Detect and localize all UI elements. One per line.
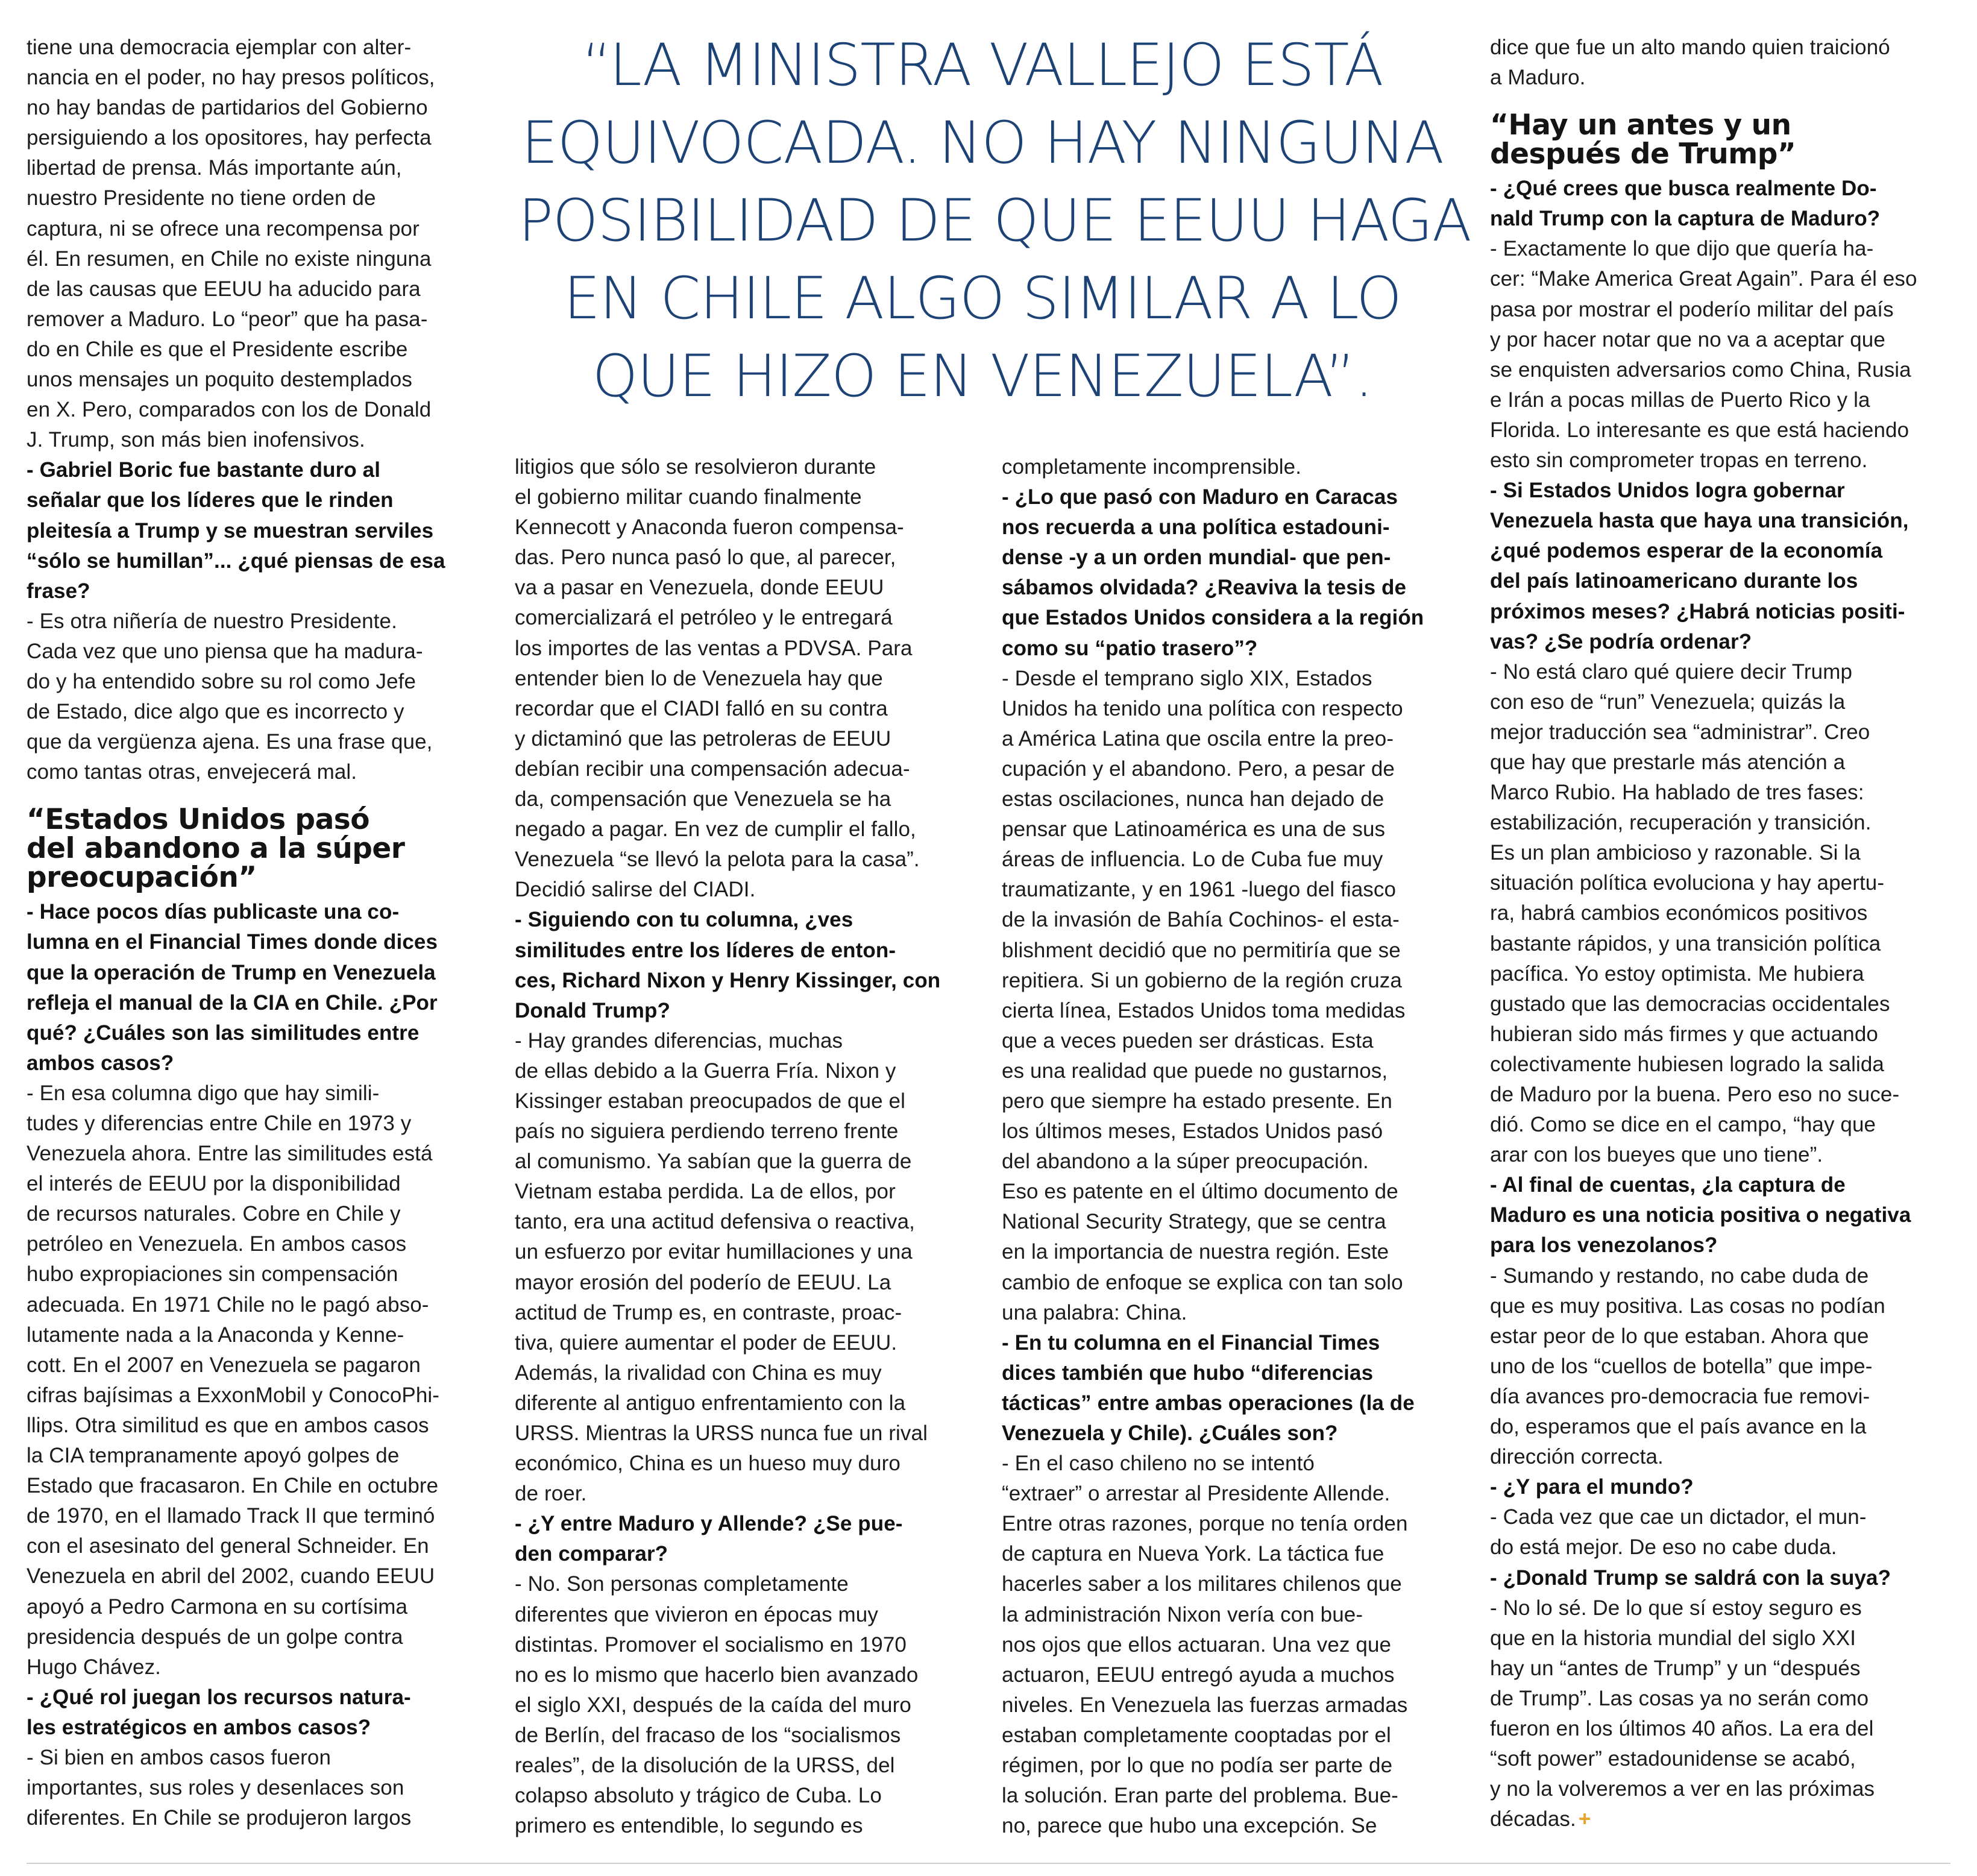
text-line: ra, habrá cambios económicos positivos	[1490, 901, 1868, 925]
text-line: importantes, sus roles y desenlaces son	[27, 1776, 404, 1800]
text-line: llips. Otra similitud es que en ambos casos	[27, 1413, 429, 1437]
text-line: el siglo XXI, después de la caída del muro	[515, 1693, 911, 1717]
text-line: lutamente nada a la Anaconda y Kenne-	[27, 1323, 404, 1347]
question-line: den comparar?	[515, 1542, 668, 1566]
question-paragraph	[1002, 1328, 1466, 1449]
text-line: persiguiendo a los opositores, hay perfecta	[27, 126, 432, 150]
text-line: - Desde el temprano siglo XIX, Estados	[1002, 666, 1372, 690]
text-line: do está mejor. De eso no cabe duda.	[1490, 1535, 1837, 1560]
question-line: dices también que hubo “diferencias	[1002, 1361, 1374, 1385]
question-line: Venezuela hasta que haya una transición,	[1490, 509, 1909, 533]
text-line: régimen, por lo que no podía ser parte de	[1002, 1754, 1393, 1778]
text-line: adecuada. En 1971 Chile no le pagó abso-	[27, 1292, 429, 1317]
text-line: - Hay grandes diferencias, muchas	[515, 1028, 843, 1053]
text-line: da, compensación que Venezuela se ha	[515, 787, 891, 811]
text-line: Entre otras razones, porque no tenía orden	[1002, 1512, 1408, 1536]
text-line: un esfuerzo por evitar humillaciones y una	[515, 1240, 913, 1264]
question-paragraph	[1490, 1472, 1954, 1502]
pull-quote-line: “LA MINISTRA VALLEJO ESTÁ	[582, 31, 1383, 99]
heading-line: después de Trump”	[1490, 137, 1796, 171]
text-line: en la importancia de nuestra región. Este	[1002, 1240, 1389, 1264]
text-line: completamente incomprensible.	[1002, 455, 1302, 479]
text-line: como tantas otras, envejecerá mal.	[27, 760, 357, 784]
text-line: es una realidad que puede no gustarnos,	[1002, 1059, 1388, 1083]
text-line: - En el caso chileno no se intentó	[1002, 1452, 1315, 1476]
question-line: dense -y a un orden mundial- que pen-	[1002, 546, 1391, 570]
question-paragraph	[27, 897, 485, 1078]
text-line: Vietnam estaba perdida. La de ellos, por	[515, 1180, 896, 1204]
text-line: “extraer” o arrestar al Presidente Allende.	[1002, 1482, 1391, 1506]
text-line: - Cada vez que cae un dictador, el mun-	[1490, 1505, 1867, 1529]
question-line: próximos meses? ¿Habrá noticias positi-	[1490, 599, 1905, 623]
text-line: tanto, era una actitud defensiva o reactiva,	[515, 1210, 915, 1234]
section-heading	[27, 803, 485, 895]
text-line: petróleo en Venezuela. En ambos casos	[27, 1232, 407, 1256]
text-line: y no la volveremos a ver en las próximas	[1490, 1777, 1875, 1801]
text-line: tudes y diferencias entre Chile en 1973 y	[27, 1112, 412, 1135]
pull-quote-line: EQUIVOCADA. NO HAY NINGUNA	[521, 109, 1444, 177]
answer-paragraph	[1490, 1502, 1954, 1563]
text-line: - No está claro qué quiere decir Trump	[1490, 659, 1853, 684]
answer-paragraph	[1490, 657, 1954, 1171]
end-of-article-mark: +	[1578, 1807, 1591, 1831]
text-line: estas oscilaciones, nunca han dejado de	[1002, 787, 1385, 811]
text-line: fueron en los últimos 40 años. La era del	[1490, 1716, 1874, 1740]
text-line: Es un plan ambicioso y razonable. Si la	[1490, 841, 1861, 865]
text-line: hubieran sido más firmes y que actuando	[1490, 1022, 1878, 1046]
text-line: Unidos ha tenido una política con respecto	[1002, 696, 1403, 720]
question-paragraph	[1002, 482, 1466, 664]
text-line: de Maduro por la buena. Pero eso no suce-	[1490, 1083, 1900, 1106]
text-line: nancia en el poder, no hay presos políticos,	[27, 66, 435, 90]
question-line: similitudes entre los líderes de enton-	[515, 938, 896, 962]
text-line: Hugo Chávez.	[27, 1655, 161, 1679]
text-line: pasa por mostrar el poderío militar del país	[1490, 297, 1894, 321]
heading-line: “Estados Unidos pasó	[27, 803, 370, 837]
question-line: para los venezolanos?	[1490, 1233, 1718, 1257]
question-line: Maduro es una noticia positiva o negativa	[1490, 1203, 1911, 1227]
text-line: diferentes. En Chile se produjeron largos	[27, 1806, 412, 1830]
text-line: nuestro Presidente no tiene orden de	[27, 186, 376, 210]
text-line: de Estado, dice algo que es incorrecto y	[27, 700, 404, 724]
text-line: Decidió salirse del CIADI.	[515, 878, 756, 902]
text-line: día avances pro-democracia fue removi-	[1490, 1384, 1870, 1408]
text-line: diferente al antiguo enfrentamiento con la	[515, 1391, 906, 1415]
text-line: décadas. +	[1490, 1807, 1591, 1831]
question-line: Donald Trump?	[515, 998, 670, 1022]
text-line: de 1970, en el llamado Track II que terminó	[27, 1504, 435, 1528]
answer-paragraph	[27, 33, 485, 455]
text-line: la CIA tempranamente apoyó golpes de	[27, 1444, 400, 1468]
text-line: tiva, quiere aumentar el poder de EEUU.	[515, 1330, 897, 1355]
text-line: captura, ni se ofrece una recompensa por	[27, 216, 420, 241]
text-line: Kissinger estaban preocupados de que el	[515, 1089, 905, 1113]
text-line: no hay bandas de partidarios del Gobierno	[27, 96, 428, 120]
question-line: que Estados Unidos considera a la región	[1002, 606, 1424, 630]
question-line: Venezuela y Chile). ¿Cuáles son?	[1002, 1421, 1338, 1445]
text-line: colectivamente hubiesen logrado la salida	[1490, 1052, 1884, 1076]
text-line: Kennecott y Anaconda fueron compensa-	[515, 515, 904, 540]
question-line: señalar que los líderes que le rinden	[27, 488, 394, 512]
question-line: - Si Estados Unidos logra gobernar	[1490, 479, 1845, 503]
text-line: la solución. Eran parte del problema. Bue-	[1002, 1784, 1398, 1808]
question-line: nald Trump con la captura de Maduro?	[1490, 207, 1881, 231]
question-line: qué? ¿Cuáles son las similitudes entre	[27, 1021, 420, 1045]
text-line: de Berlín, del fracaso de los “socialismos	[515, 1723, 901, 1747]
question-line: “sólo se humillan”... ¿qué piensas de esa	[27, 549, 445, 573]
text-line: cierta línea, Estados Unidos toma medidas	[1002, 998, 1406, 1022]
answer-paragraph	[27, 1078, 485, 1682]
text-line: pacífica. Yo estoy optimista. Me hubiera	[1490, 962, 1864, 986]
text-line: - Es otra niñería de nuestro Presidente.	[27, 609, 397, 633]
text-line: Venezuela ahora. Entre las similitudes está	[27, 1142, 433, 1166]
bottom-rule	[27, 1863, 1950, 1864]
question-paragraph	[515, 905, 980, 1025]
text-line: hubo expropiaciones sin compensación	[27, 1262, 398, 1286]
text-line: a Maduro.	[1490, 66, 1586, 90]
text-line: - Si bien en ambos casos fueron	[27, 1745, 332, 1769]
text-line: Marco Rubio. Ha hablado de tres fases:	[1490, 781, 1864, 805]
answer-paragraph	[1490, 33, 1954, 93]
text-line: de ellas debido a la Guerra Fría. Nixon y	[515, 1059, 896, 1083]
column-2	[515, 452, 980, 1841]
text-line: apoyó a Pedro Carmona en su cortísima	[27, 1594, 408, 1619]
text-line: estar peor de lo que estaban. Ahora que	[1490, 1324, 1869, 1348]
text-line: actuaron, EEUU entregó ayuda a muchos	[1002, 1663, 1395, 1687]
text-line: estaban completamente cooptadas por el	[1002, 1723, 1391, 1747]
text-line: dió. Como se dice en el campo, “hay que	[1490, 1113, 1876, 1137]
text-line: traumatizante, y en 1961 -luego del fiasco	[1002, 878, 1397, 902]
text-line: Estado que fracasaron. En Chile en octubre	[27, 1474, 439, 1498]
text-line: blishment decidió que no permitiría que se	[1002, 938, 1401, 962]
text-line: cott. En el 2007 en Venezuela se pagaron	[27, 1353, 421, 1377]
text-line: do en Chile es que el Presidente escribe	[27, 337, 408, 361]
text-line: pero que siempre ha estado presente. En	[1002, 1089, 1392, 1113]
question-line: lumna en el Financial Times donde dices	[27, 930, 438, 954]
text-line: reales”, de la disolución de la URSS, del	[515, 1754, 895, 1778]
text-line: cer: “Make America Great Again”. Para él eso	[1490, 267, 1917, 291]
text-line: y por hacer notar que no va a aceptar que	[1490, 327, 1885, 351]
question-line: les estratégicos en ambos casos?	[27, 1715, 371, 1739]
text-line: dice que fue un alto mando quien traicionó	[1490, 36, 1890, 59]
question-line: vas? ¿Se podría ordenar?	[1490, 629, 1752, 653]
pull-quote-line: EN CHILE ALGO SIMILAR A LO	[564, 265, 1401, 332]
question-paragraph	[515, 1509, 980, 1569]
text-line: de Trump”. Las cosas ya no serán como	[1490, 1686, 1869, 1710]
text-line: recordar que el CIADI falló en su contra	[515, 696, 888, 720]
text-line: Florida. Lo interesante es que está haciendo	[1490, 418, 1909, 442]
text-line: arar con los bueyes que uno tiene”.	[1490, 1143, 1823, 1167]
text-line: que en la historia mundial del siglo XXI	[1490, 1626, 1856, 1650]
text-line: una palabra: China.	[1002, 1300, 1187, 1324]
text-line: cambio de enfoque se explica con tan solo	[1002, 1270, 1403, 1294]
text-line: nos ojos que ellos actuaran. Una vez que	[1002, 1632, 1392, 1657]
text-line: Además, la rivalidad con China es muy	[515, 1361, 882, 1385]
question-line: pleitesía a Trump y se muestran serviles	[27, 518, 434, 543]
question-line: - ¿Qué rol juegan los recursos natura-	[27, 1685, 411, 1709]
text-line: do y ha entendido sobre su rol como Jefe	[27, 669, 416, 693]
text-line: pensar que Latinoamérica es una de sus	[1002, 817, 1386, 842]
text-line: repitiera. Si un gobierno de la región cruza	[1002, 968, 1402, 992]
question-line: ¿qué podemos esperar de la economía	[1490, 539, 1883, 563]
answer-paragraph	[1002, 452, 1466, 482]
text-line: de las causas que EEUU ha aducido para	[27, 277, 421, 301]
text-line: los importes de las ventas a PDVSA. Para	[515, 636, 913, 660]
text-line: - Exactamente lo que dijo que quería ha-	[1490, 237, 1874, 261]
text-line: Venezuela en abril del 2002, cuando EEUU	[27, 1564, 435, 1588]
text-line: e Irán a pocas millas de Puerto Rico y la	[1490, 388, 1870, 412]
text-line: gustado que las democracias occidentales	[1490, 992, 1890, 1016]
heading-line: preocupación”	[27, 861, 257, 895]
column-1	[27, 33, 485, 1833]
question-line: ces, Richard Nixon y Henry Kissinger, con	[515, 968, 941, 992]
question-line: - ¿Y entre Maduro y Allende? ¿Se pue-	[515, 1512, 903, 1536]
question-line: tácticas” entre ambas operaciones (la de	[1002, 1391, 1415, 1415]
text-line: uno de los “cuellos de botella” que impe-	[1490, 1354, 1873, 1378]
heading-line: “Hay un antes y un	[1490, 109, 1791, 142]
text-line: el gobierno militar cuando finalmente	[515, 485, 862, 509]
text-line: das. Pero nunca pasó lo que, al parecer,	[515, 546, 896, 570]
text-line: va a pasar en Venezuela, donde EEUU	[515, 576, 884, 600]
answer-paragraph	[1002, 664, 1466, 1328]
text-line: no, parece que hubo una excepción. Se	[1002, 1814, 1377, 1838]
text-line: económico, China es un hueso muy duro	[515, 1452, 900, 1476]
answer-paragraph	[515, 1026, 980, 1509]
text-line: J. Trump, son más bien inofensivos.	[27, 428, 365, 452]
text-line: y dictaminó que las petroleras de EEUU	[515, 726, 891, 751]
text-line: unos mensajes un poquito destemplados	[27, 368, 412, 392]
text-line: - En esa columna digo que hay simili-	[27, 1081, 380, 1105]
text-line: primero es entendible, lo segundo es	[515, 1814, 863, 1838]
text-line: él. En resumen, en Chile no existe ninguna	[27, 247, 432, 271]
question-paragraph	[27, 1682, 485, 1743]
question-paragraph	[27, 455, 485, 606]
question-line: refleja el manual de la CIA en Chile. ¿Por	[27, 990, 438, 1015]
text-line: do, esperamos que el país avance en la	[1490, 1415, 1867, 1439]
text-line: debían recibir una compensación adecua-	[515, 757, 910, 781]
text-line: - Sumando y restando, no cabe duda de	[1490, 1264, 1869, 1288]
text-line: litigios que sólo se resolvieron durante	[515, 455, 876, 479]
text-line: entender bien lo de Venezuela hay que	[515, 666, 883, 690]
question-line: - Hace pocos días publicaste una co-	[27, 900, 400, 924]
question-line: - En tu columna en el Financial Times	[1002, 1330, 1380, 1355]
text-line: hacerles saber a los militares chilenos que	[1002, 1572, 1402, 1596]
question-paragraph	[1490, 1170, 1954, 1261]
text-line: hay un “antes de Trump” y un “después	[1490, 1656, 1861, 1680]
text-line: esto sin comprometer tropas en terreno.	[1490, 449, 1868, 473]
text-line: Cada vez que uno piensa que ha madura-	[27, 639, 423, 663]
text-line: Eso es patente en el último documento de	[1002, 1180, 1398, 1204]
question-line: - Al final de cuentas, ¿la captura de	[1490, 1173, 1846, 1197]
answer-paragraph	[27, 1743, 485, 1833]
text-line: tiene una democracia ejemplar con alter-	[27, 36, 412, 59]
text-line: cupación y el abandono. Pero, a pesar de	[1002, 757, 1395, 781]
text-line: con el asesinato del general Schneider. En	[27, 1534, 429, 1558]
question-paragraph	[1490, 174, 1954, 234]
pull-quote	[518, 27, 1471, 415]
text-line: la administración Nixon vería con bue-	[1002, 1602, 1363, 1626]
text-line: estabilización, recuperación y transición.	[1490, 811, 1872, 835]
text-line: Venezuela “se llevó la pelota para la casa”.	[515, 848, 920, 872]
question-line: del país latinoamericano durante los	[1490, 569, 1858, 593]
text-line: - No lo sé. De lo que sí estoy seguro es	[1490, 1596, 1862, 1620]
text-line: dirección correcta.	[1490, 1445, 1664, 1469]
question-line: - ¿Donald Trump se saldrá con la suya?	[1490, 1566, 1891, 1590]
text-line: distintas. Promover el socialismo en 1970	[515, 1632, 907, 1657]
question-line: - ¿Qué crees que busca realmente Do-	[1490, 177, 1877, 201]
text-line: que a veces pueden ser drásticas. Esta	[1002, 1028, 1374, 1053]
answer-paragraph	[1490, 1261, 1954, 1473]
text-line: niveles. En Venezuela las fuerzas armadas	[1002, 1693, 1408, 1717]
pull-quote-line: QUE HIZO EN VENEZUELA”.	[592, 342, 1373, 410]
text-line: mejor traducción sea “administrar”. Creo	[1490, 720, 1870, 744]
text-line: situación política evoluciona y hay apertu-	[1490, 871, 1885, 895]
text-line: al comunismo. Ya sabían que la guerra de	[515, 1150, 912, 1174]
text-line: URSS. Mientras la URSS nunca fue un rival	[515, 1421, 928, 1445]
text-line: - No. Son personas completamente	[515, 1572, 849, 1596]
text-line: mayor erosión del poderío de EEUU. La	[515, 1270, 891, 1294]
text-line: en X. Pero, comparados con los de Donald	[27, 398, 432, 422]
heading-line: del abandono a la súper	[27, 832, 405, 866]
question-line: ambos casos?	[27, 1051, 174, 1075]
column-3	[1002, 452, 1466, 1841]
text-line: “soft power” estadounidense se acabó,	[1490, 1747, 1856, 1771]
text-line: de roer.	[515, 1482, 587, 1506]
text-line: a América Latina que oscila entre la preo-	[1002, 726, 1394, 751]
answer-paragraph	[27, 606, 485, 788]
text-line: colapso absoluto y trágico de Cuba. Lo	[515, 1784, 882, 1808]
section-heading	[1490, 111, 1954, 169]
text-line: de la invasión de Bahía Cochinos- el esta-	[1002, 908, 1400, 932]
question-line: frase?	[27, 579, 90, 603]
answer-paragraph	[1002, 1449, 1466, 1841]
text-line: negado a pagar. En vez de cumplir el fallo,	[515, 817, 916, 842]
column-4	[1490, 33, 1954, 1834]
question-line: - Gabriel Boric fue bastante duro al	[27, 458, 381, 482]
text-line: se enquisten adversarios como China, Rusia	[1490, 357, 1911, 382]
text-line: que hay que prestarle más atención a	[1490, 750, 1846, 774]
text-line: libertad de prensa. Más importante aún,	[27, 156, 402, 180]
question-line: que la operación de Trump en Venezuela	[27, 960, 436, 984]
text-line: presidencia después de un golpe contra	[27, 1625, 403, 1649]
text-line: que da vergüenza ajena. Es una frase que,	[27, 730, 433, 754]
text-line: de recursos naturales. Cobre en Chile y	[27, 1202, 401, 1226]
text-line: los últimos meses, Estados Unidos pasó	[1002, 1119, 1383, 1144]
answer-paragraph	[1490, 1593, 1954, 1835]
question-line: como su “patio trasero”?	[1002, 636, 1258, 660]
text-line: no es lo mismo que hacerlo bien avanzado	[515, 1663, 919, 1687]
text-line: de captura en Nueva York. La táctica fue	[1002, 1542, 1385, 1566]
pull-quote-line: POSIBILIDAD DE QUE EEUU HAGA	[518, 187, 1471, 254]
question-paragraph	[1490, 1563, 1954, 1593]
text-line: con eso de “run” Venezuela; quizás la	[1490, 690, 1846, 714]
answer-paragraph	[1490, 234, 1954, 476]
question-line: - ¿Y para el mundo?	[1490, 1475, 1694, 1499]
question-line: - ¿Lo que pasó con Maduro en Caracas	[1002, 485, 1398, 509]
text-line: país no siguiera perdiendo terreno frente	[515, 1119, 899, 1144]
text-line: del abandono a la súper preocupación.	[1002, 1150, 1369, 1174]
text-line: el interés de EEUU por la disponibilidad	[27, 1172, 401, 1196]
text-line: áreas de influencia. Lo de Cuba fue muy	[1002, 848, 1383, 872]
answer-paragraph	[515, 1569, 980, 1841]
question-line: sábamos olvidada? ¿Reaviva la tesis de	[1002, 576, 1407, 600]
text-line: bastante rápidos, y una transición política	[1490, 931, 1881, 955]
question-line: - Siguiendo con tu columna, ¿ves	[515, 908, 853, 932]
text-line: diferentes que vivieron en épocas muy	[515, 1602, 878, 1626]
text-line: que es muy positiva. Las cosas no podían	[1490, 1294, 1885, 1318]
text-line: actitud de Trump es, en contraste, proac-	[515, 1300, 902, 1324]
question-line: nos recuerda a una política estadouni-	[1002, 515, 1390, 540]
answer-paragraph	[515, 452, 980, 905]
text-line: cifras bajísimas a ExxonMobil y ConocoPhi-	[27, 1383, 440, 1407]
text-line: National Security Strategy, que se centra	[1002, 1210, 1386, 1234]
question-paragraph	[1490, 476, 1954, 657]
text-line: comercializará el petróleo y le entregará	[515, 606, 893, 630]
text-line: remover a Maduro. Lo “peor” que ha pasa-	[27, 307, 428, 331]
